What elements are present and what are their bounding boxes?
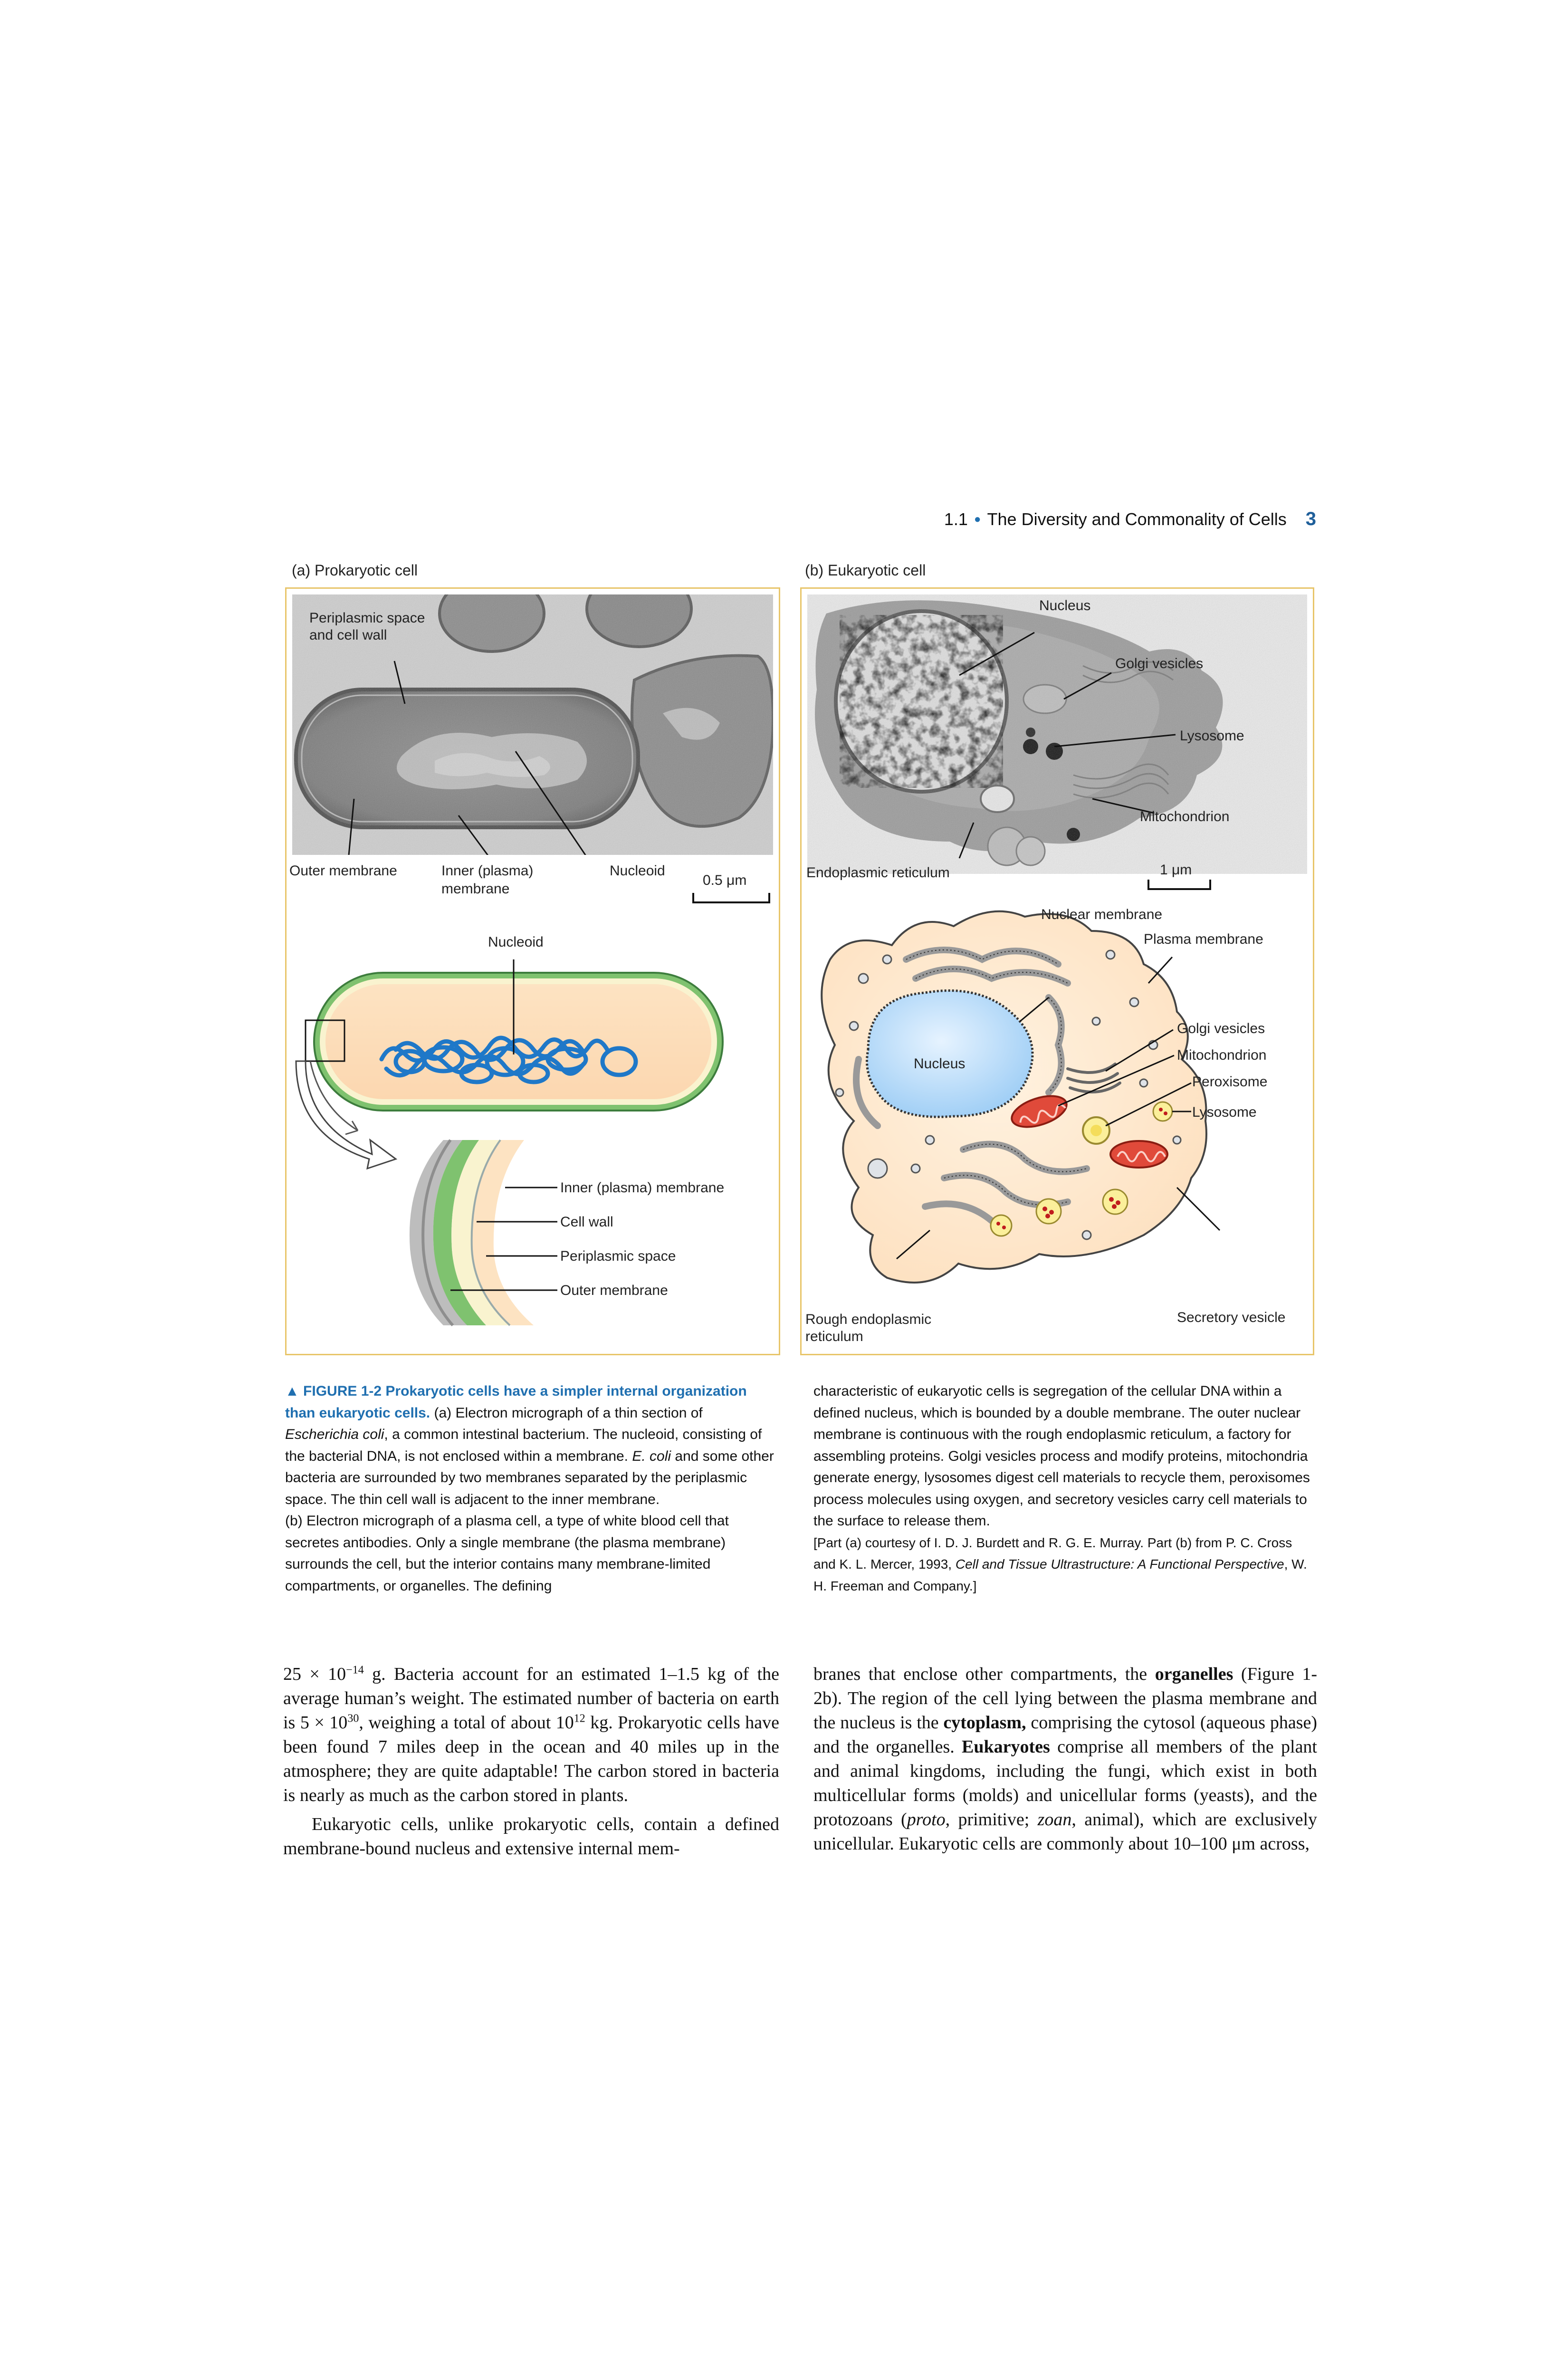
caption-species: Escherichia coli	[285, 1427, 384, 1442]
body-left-p2: Eukaryotic cells, unlike prokaryotic cells, contain a defined membrane-bound nucleus and extensive internal mem-	[283, 1814, 779, 1859]
body-text: , weighing a total of about 10	[359, 1713, 574, 1733]
caption-text-a1: (a) Electron micrograph of a thin section of	[430, 1405, 703, 1421]
label-cell-wall: and cell wall	[309, 627, 387, 643]
panel-b	[800, 587, 1314, 1355]
body-text: 25 × 10	[283, 1664, 346, 1684]
label-rough-er: Rough endoplasmic	[805, 1312, 932, 1327]
scale-bar-label-a: 0.5 μm	[703, 872, 747, 888]
label-mitochondrion-micro: Mitochondrion	[1140, 809, 1230, 824]
caption-credit	[813, 1535, 1307, 1593]
caption-col2: characteristic of eukaryotic cells is segregation of the cellular DNA within a defined nucleus, which is bounded by a double membrane. The outer nuclear membrane is continuous with the rough endoplasmic reticulum, a factory for assembling proteins. Golgi vesicles process and modify proteins, mitochondria generate energy, lysosomes digest cell materials to recycle them, peroxisomes process molecules using oxygen, and secretory vesicles carry cell materials to the surface to release them.	[813, 1383, 1310, 1529]
label-peroxisome: Peroxisome	[1192, 1074, 1268, 1090]
label-lysosome-diagram: Lysosome	[1192, 1104, 1257, 1120]
label-er-micro: Endoplasmic reticulum	[806, 865, 950, 881]
body-text: comprising the cytosol (aqueous phase) and the organelles.	[813, 1713, 1317, 1757]
label-plasma-membrane: Plasma membrane	[1144, 931, 1263, 947]
caption-text-a3: and some other bacteria are surrounded by two membranes separated by the periplasmic space. The thin cell wall is adjacent to the inner membrane.	[285, 1448, 774, 1507]
page-number: 3	[1305, 508, 1316, 529]
label-outer-membrane-a: Outer membrane	[289, 863, 397, 879]
label-mitochondrion-diagram: Mitochondrion	[1177, 1047, 1267, 1063]
label-inner-membrane-a2: membrane	[441, 881, 510, 897]
body-left-column	[283, 1662, 779, 1861]
label-cell-wall-diagram: Cell wall	[560, 1214, 613, 1230]
body-right-column	[813, 1662, 1317, 1856]
label-outer-membrane-diagram: Outer membrane	[560, 1283, 668, 1298]
label-golgi-micro: Golgi vesicles	[1115, 656, 1204, 671]
label-nucleoid-a: Nucleoid	[610, 863, 665, 879]
running-header	[285, 508, 1316, 537]
body-text: g. Bacteria account for an estimated 1–1.5 kg of the average human’s weight. The estimated number of bacteria on earth is 5 × 10	[283, 1664, 779, 1733]
label-rough-er2: reticulum	[805, 1329, 863, 1344]
scale-bar-b	[1147, 878, 1213, 892]
label-golgi-diagram: Golgi vesicles	[1177, 1021, 1265, 1036]
prokaryote-diagram	[287, 917, 779, 1354]
label-nucleus-diagram: Nucleus	[914, 1056, 966, 1072]
credit-book: Cell and Tissue Ultrastructure: A Functional Perspective	[955, 1557, 1284, 1571]
credit-text1: [Part (a) courtesy of I. D. J. Burdett and R. G. E. Murray. Part (b) from P. C. Cross and K. L. Mercer, 1993,	[813, 1535, 1292, 1571]
label-periplasmic-space: Periplasmic space	[309, 610, 425, 626]
panel-b-title: (b) Eukaryotic cell	[805, 562, 926, 579]
scale-bar-label-b: 1 μm	[1160, 862, 1192, 878]
caption-heading: FIGURE 1-2 Prokaryotic cells have a simpler internal organization than eukaryotic cells.	[285, 1383, 747, 1421]
caption-species-short: E. coli	[632, 1448, 671, 1464]
label-inner-membrane-diagram: Inner (plasma) membrane	[560, 1180, 725, 1196]
label-nuclear-membrane: Nuclear membrane	[1041, 907, 1163, 922]
label-lysosome-micro: Lysosome	[1180, 728, 1244, 744]
label-periplasmic-diagram: Periplasmic space	[560, 1248, 676, 1264]
scale-bar-a	[691, 891, 772, 905]
label-inner-membrane-a: Inner (plasma)	[441, 863, 534, 879]
body-text: (Figure 1-2b). The region of the cell lying between the plasma membrane and the nucleus is the	[813, 1664, 1317, 1733]
triangle-icon: ▲	[285, 1383, 299, 1399]
term-eukaryotes: Eukaryotes	[962, 1737, 1050, 1757]
eukaryote-diagram	[802, 902, 1313, 1354]
body-text: kg. Prokaryotic cells have been found 7 miles deep in the ocean and 40 miles up in the atmosphere; they are quite adaptable! The carbon stored in bacteria is nearly as much as the carbon stored in plants.	[283, 1713, 779, 1805]
body-left-p1	[283, 1662, 779, 1808]
body-right-p1	[813, 1662, 1317, 1856]
term-cytoplasm: cytoplasm,	[943, 1713, 1026, 1733]
body-text: , primitive;	[945, 1810, 1038, 1830]
bullet-icon: •	[974, 509, 981, 529]
caption-text-a2: , a common intestinal bacterium. The nucleoid, consisting of the bacterial DNA, is not enclosed within a membrane.	[285, 1427, 762, 1464]
body-text: , animal), which are exclusively unicellular. Eukaryotic cells are commonly about 10–100 μm across,	[813, 1810, 1318, 1854]
panel-a	[285, 587, 780, 1355]
exponent: −14	[346, 1664, 364, 1677]
panel-a-title: (a) Prokaryotic cell	[292, 562, 418, 579]
exponent: 12	[574, 1712, 585, 1725]
label-nucleoid-diagram: Nucleoid	[488, 934, 544, 950]
term-proto: proto	[907, 1810, 946, 1830]
exponent: 30	[347, 1712, 359, 1725]
section-title: The Diversity and Commonality of Cells	[987, 509, 1287, 529]
header-text	[944, 508, 1316, 530]
term-zoan: zoan	[1037, 1810, 1072, 1830]
body-text: branes that enclose other compartments, the	[813, 1664, 1155, 1684]
term-organelles: organelles	[1155, 1664, 1233, 1684]
figure-caption-left	[285, 1380, 779, 1597]
body-text: comprise all members of the plant and animal kingdoms, including the fungi, which exist in both multicellular forms (molds) and unicellular forms (yeasts), and the protozoans (	[813, 1737, 1317, 1830]
caption-text-b: (b) Electron micrograph of a plasma cell, a type of white blood cell that secretes antibodies. Only a single membrane (the plasma membrane) surrounds the cell, but the interior contains many membrane-limited compartments, or organelles. The defining	[285, 1513, 729, 1594]
figure-caption-right	[813, 1380, 1317, 1597]
label-secretory-vesicle: Secretory vesicle	[1177, 1310, 1286, 1325]
credit-text2: , W. H. Freeman and Company.]	[813, 1557, 1307, 1593]
section-number: 1.1	[944, 509, 968, 529]
label-nucleus-micro: Nucleus	[1039, 598, 1091, 613]
